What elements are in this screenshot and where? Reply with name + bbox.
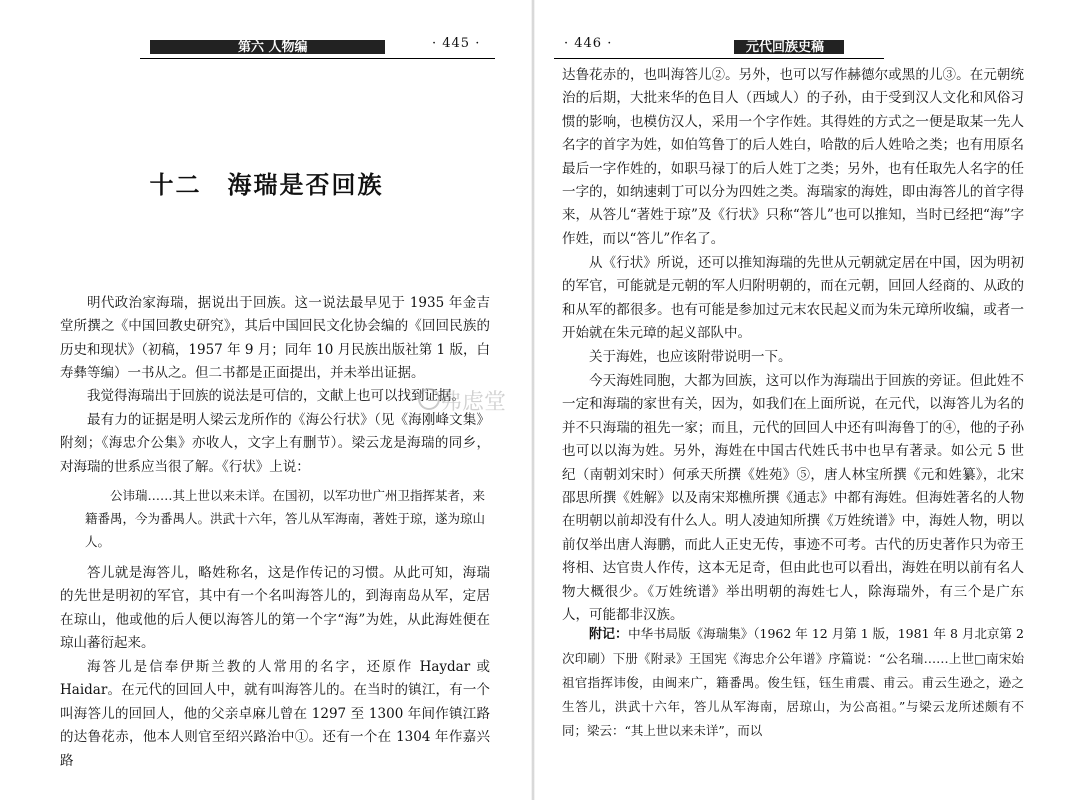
quotation: 公讳瑞……其上世以来未详。在国初，以军功世广州卫指挥某者，来籍番禺，今为番禺人。洪武十六年，答儿从军海南，著姓于琼，遂为琼山人。 (85, 488, 486, 549)
header-rule (140, 58, 495, 59)
page-number: · 445 · (432, 36, 481, 51)
watermark-icon (418, 388, 440, 410)
body-paragraph: 达鲁花赤的，也叫海答儿②。另外，也可以写作赫德尔或黑的儿③。在元朝统治的后期，大批来华的色目人（西域人）的子孙，由于受到汉人文化和风俗习惯的影响，也模仿汉人，采用一个字作姓。其得姓的方式之一便是取某一先人名字的首字为姓，如伯笃鲁丁的后人姓白，哈散的后人姓哈之类；也有用原名最后一字作姓的，如职马禄丁的后人姓丁之类；另外，也有任取先人名字的任一字的，如纳速剌丁可以分为四姓之类。海瑞家的海姓，即由海答儿的首字得来，从答儿“著姓于琼”及《行状》只称“答儿”也可以推知，当时已经把“海”字作姓，而以“答儿”作名了。 (562, 67, 1024, 247)
chapter-label: 第六 人物编 (238, 40, 308, 55)
body-paragraph: 从《行状》所说，还可以推知海瑞的先世从元朝就定居在中国，因为明初的军官，可能就是元朝的军人归附明朝的，而在元朝，回回人经商的、从政的和从军的都很多。也有可能是参加过元末农民起义而为朱元璋所收编，或者一开始就在朱元璋的起义部队中。 (562, 255, 1024, 342)
body-paragraph: 最有力的证据是明人梁云龙所作的《海公行状》（见《海刚峰文集》附刻；《海忠介公集》亦收人，文字上有删节）。梁云龙是海瑞的同乡，对海瑞的世系应当很了解。《行状》上说： (60, 412, 490, 475)
book-title: 元代回族史稿 (746, 40, 825, 55)
appendix-label: 附记： (589, 627, 629, 642)
chapter-title: 十二 海瑞是否回族 (149, 171, 384, 199)
body-paragraph: 答儿就是海答儿，略姓称名，这是作传记的习惯。从此可知，海瑞的先世是明初的军官，其中有一个名叫海答儿的，到海南岛从军，定居在琼山，他或他的后人便以海答儿的第一个字“海”为姓，从此海姓便在琼山蕃衍起来。 (60, 565, 490, 652)
right-page (534, 0, 1067, 800)
header-rule (554, 58, 884, 59)
body-paragraph: 关于海姓，也应该附带说明一下。 (589, 349, 792, 365)
watermark: 弗虑堂 (440, 390, 507, 415)
body-paragraph: 明代政治家海瑞，据说出于回族。这一说法最早见于 1935 年金吉堂所撰之《中国回教史研究》，其后中国回民文化协会编的《回回民族的历史和现状》（初稿，1957 年 9 月；同年 10 月民族出版社第 1 版，白寿彝等编）一书从之。但二书都是正面提出，并未举出证据。 (60, 295, 490, 382)
appendix-note (562, 622, 1024, 743)
appendix-text: 中华书局版《海瑞集》（1962 年 12 月第 1 版，1981 年 8 月北京第 2 次印刷）下册《附录》王国宪《海忠介公年谱》序篇说：“公名瑞……上世□南宋始祖官指挥讳俊，由闽来广，籍番禺。俊生钰，钰生甫震、甫云。甫云生逊之，逊之生答儿，洪武十六年，答儿从军海南，居琼山，为公高祖。”与梁云龙所述颇有不同；梁云：“其上世以来未详”，而以 (562, 626, 1024, 738)
page-number: · 446 · (564, 36, 613, 51)
body-paragraph: 海答儿是信奉伊斯兰教的人常用的名字，还原作 Haydar 或 Haidar。在元代的回回人中，就有叫海答儿的。在当时的镇江，有一个叫海答儿的回回人，他的父亲卓麻儿曾在 1297 至 1300 年间作镇江路的达鲁花赤，他本人则官至绍兴路治中①。还有一个在 1304 年作嘉兴路 (60, 659, 490, 769)
body-paragraph: 今天海姓同胞，大都为回族，这可以作为海瑞出于回族的旁证。但此姓不一定和海瑞的家世有关，因为，如我们在上面所说，在元代，以海答儿为名的并不只海瑞的祖先一家；而且，元代的回回人中还有叫海鲁丁的④，他的子孙也可以以海为姓。另外，海姓在中国古代姓氏书中也早有著录。如公元 5 世纪（南朝刘宋时）何承天所撰《姓苑》⑤，唐人林宝所撰《元和姓纂》，北宋邵思所撰《姓解》以及南宋郑樵所撰《通志》中都有海姓。但海姓著名的人物在明朝以前却没有什么人。明人凌迪知所撰《万姓统谱》中，海姓人物，明以前仅举出唐人海鹏，而此人正史无传，事迹不可考。古代的历史著作只为帝王将相、达官贵人作传，这本无足奇，但由此也可以看出，海姓在明以前有名人物大概很少。《万姓统谱》举出明朝的海姓七人，除海瑞外，有三个是广东人，可能都非汉族。 (562, 373, 1024, 624)
body-paragraph: 我觉得海瑞出于回族的说法是可信的，文献上也可以找到证据。 (87, 388, 465, 404)
